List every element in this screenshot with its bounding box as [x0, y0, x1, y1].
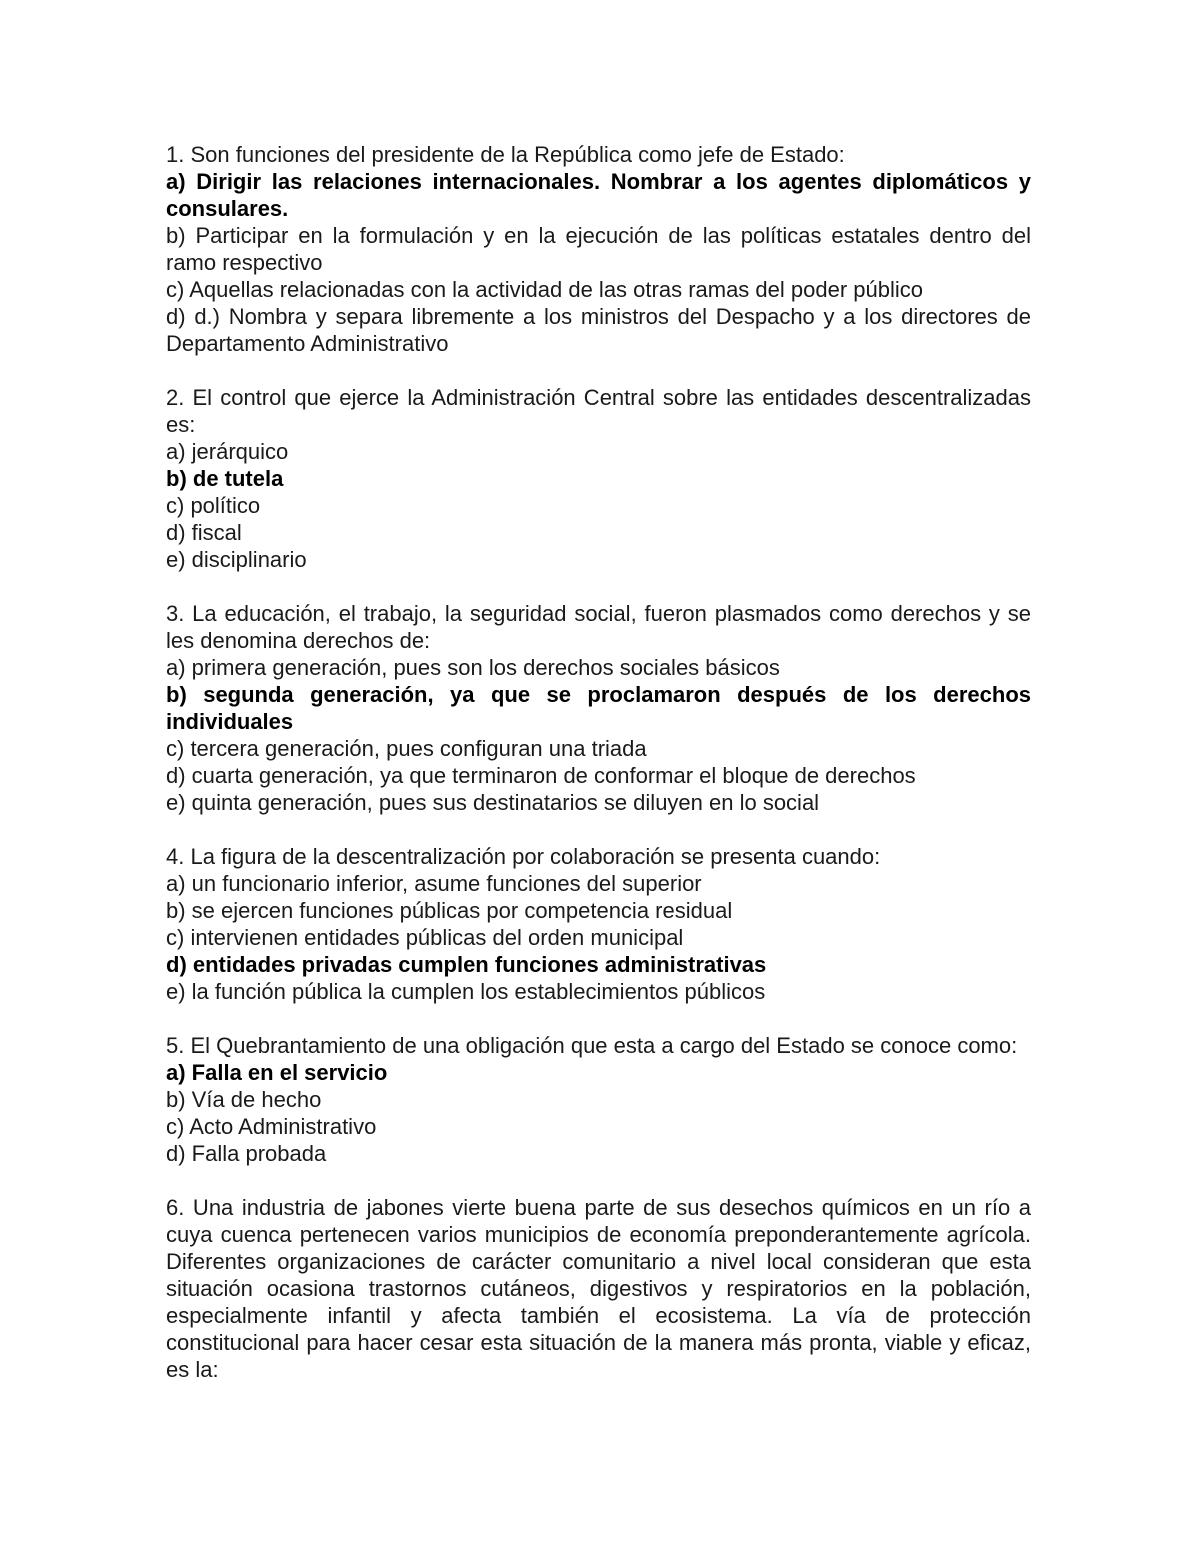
- question-6: [166, 1194, 1031, 1383]
- answer-option-correct: b) segunda generación, ya que se proclamaron después de los derechos individuales: [166, 682, 1031, 734]
- answer-option: b) se ejercen funciones públicas por competencia residual: [166, 898, 733, 923]
- answer-option: c) Acto Administrativo: [166, 1114, 377, 1139]
- answer-option-correct: a) Dirigir las relaciones internacionales. Nombrar a los agentes diplomáticos y consulares.: [166, 169, 1031, 221]
- question-stem: 3. La educación, el trabajo, la seguridad social, fueron plasmados como derechos y se les denomina derechos de:: [166, 601, 1031, 653]
- question-stem: 2. El control que ejerce la Administración Central sobre las entidades descentralizadas es:: [166, 385, 1031, 437]
- question-3: [166, 600, 1031, 816]
- answer-option: b) Participar en la formulación y en la ejecución de las políticas estatales dentro del ramo respectivo: [166, 223, 1031, 275]
- answer-option: e) quinta generación, pues sus destinatarios se diluyen en lo social: [166, 790, 820, 815]
- answer-option: c) tercera generación, pues configuran una triada: [166, 736, 647, 761]
- question-stem: 5. El Quebrantamiento de una obligación que esta a cargo del Estado se conoce como:: [166, 1033, 1018, 1058]
- answer-option: a) un funcionario inferior, asume funciones del superior: [166, 871, 702, 896]
- question-stem: 1. Son funciones del presidente de la República como jefe de Estado:: [166, 142, 845, 167]
- answer-option: d) cuarta generación, ya que terminaron de conformar el bloque de derechos: [166, 763, 916, 788]
- answer-option-correct: b) de tutela: [166, 466, 284, 491]
- document-page: [166, 141, 1031, 1410]
- answer-option: e) la función pública la cumplen los establecimientos públicos: [166, 979, 766, 1004]
- answer-option: a) primera generación, pues son los derechos sociales básicos: [166, 655, 780, 680]
- answer-option: c) político: [166, 493, 261, 518]
- answer-option: e) disciplinario: [166, 547, 307, 572]
- answer-option: c) Aquellas relacionadas con la actividad de las otras ramas del poder público: [166, 277, 923, 302]
- question-stem: 4. La figura de la descentralización por colaboración se presenta cuando:: [166, 844, 881, 869]
- question-4: [166, 843, 1031, 1005]
- answer-option-correct: a) Falla en el servicio: [166, 1060, 388, 1085]
- answer-option: d) d.) Nombra y separa libremente a los ministros del Despacho y a los directores de Departamento Administrativo: [166, 304, 1031, 356]
- question-5: [166, 1032, 1031, 1167]
- answer-option-correct: d) entidades privadas cumplen funciones administrativas: [166, 952, 767, 977]
- answer-option: b) Vía de hecho: [166, 1087, 322, 1112]
- answer-option: a) jerárquico: [166, 439, 289, 464]
- answer-option: d) fiscal: [166, 520, 242, 545]
- question-2: [166, 384, 1031, 573]
- question-stem: 6. Una industria de jabones vierte buena parte de sus desechos químicos en un río a cuya cuenca pertenecen varios municipios de economía preponderantemente agrícola. Diferentes organizaciones de carácter comunitario a nivel local consideran que esta situación ocasiona trastornos cutáneos, digestivos y respiratorios en la población, especialmente infantil y afecta también el ecosistema. La vía de protección constitucional para hacer cesar esta situación de la manera más pronta, viable y eficaz, es la:: [166, 1195, 1031, 1382]
- answer-option: d) Falla probada: [166, 1141, 327, 1166]
- question-1: [166, 141, 1031, 357]
- answer-option: c) intervienen entidades públicas del orden municipal: [166, 925, 684, 950]
